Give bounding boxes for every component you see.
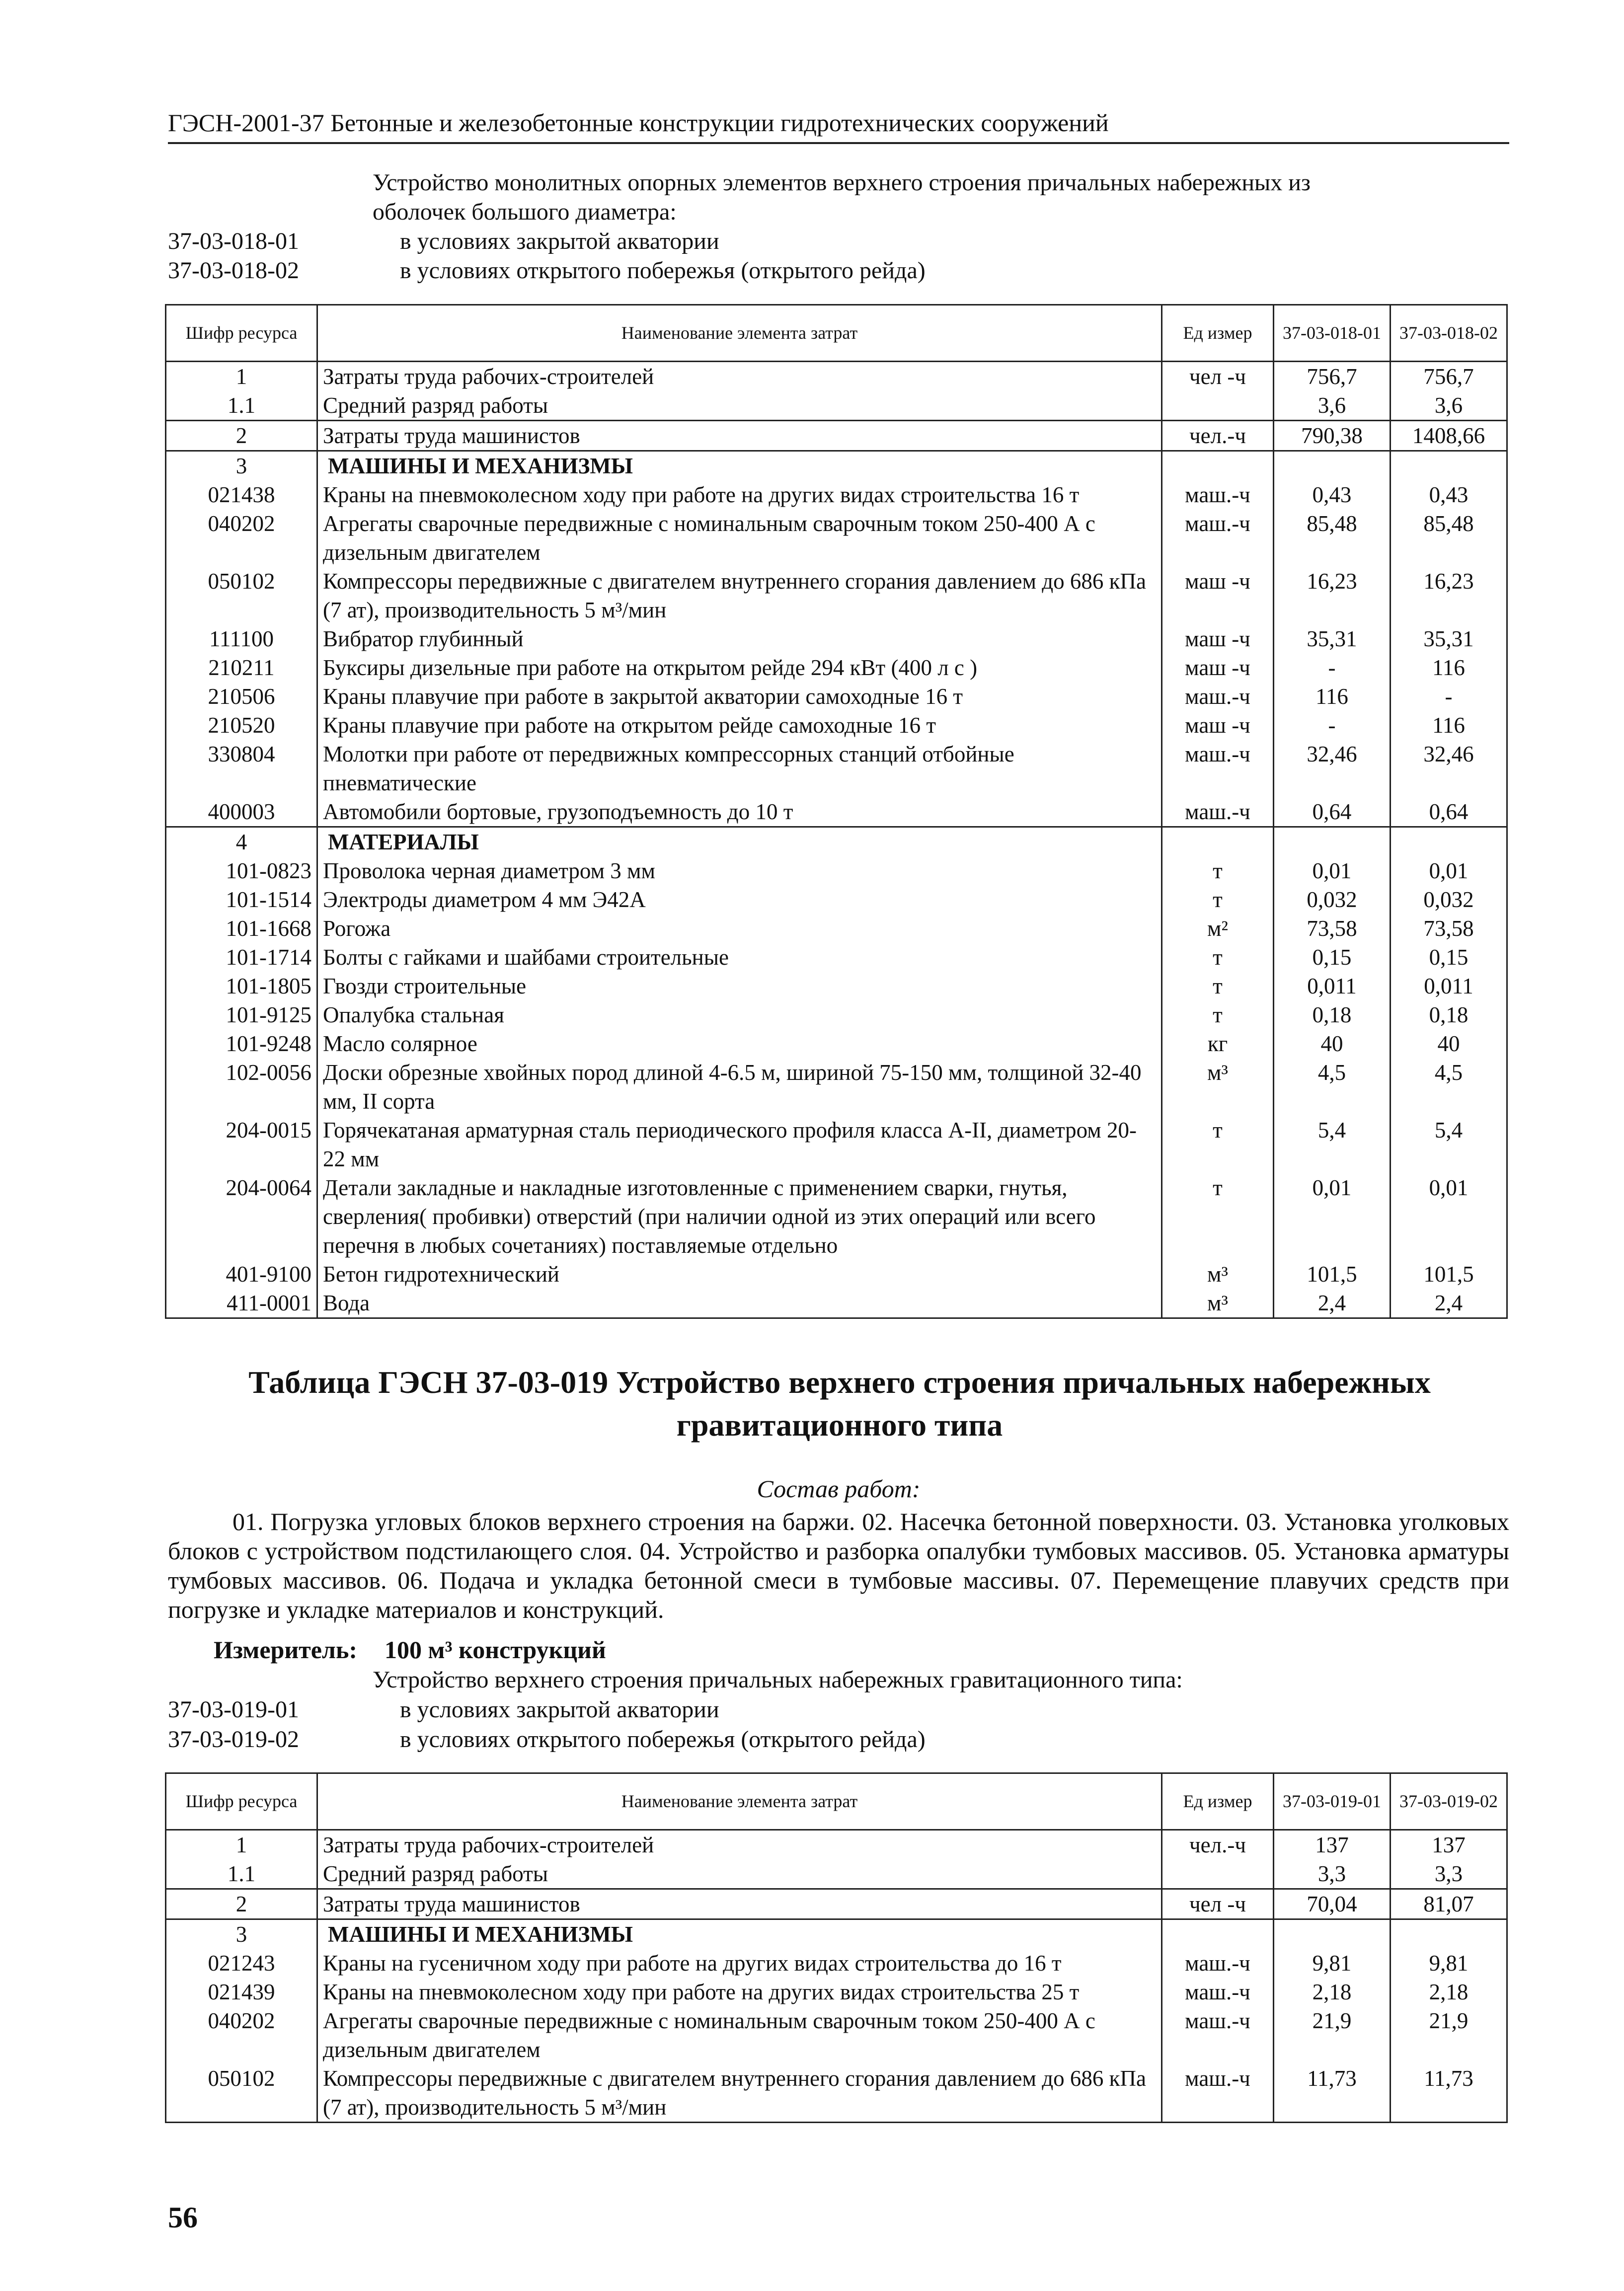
row-value-2: 9,81: [1391, 1949, 1507, 1978]
row-value-1: 0,011: [1274, 972, 1391, 1000]
table-row: [166, 740, 1507, 797]
row-value-2: 3,3: [1391, 1859, 1507, 1889]
row-code: 102-0056: [166, 1058, 317, 1116]
row-value-2: 11,73: [1391, 2064, 1507, 2123]
row-name: Краны на пневмоколесном ходу при работе на других видах строительства 16 т: [317, 480, 1162, 509]
row-code: 040202: [166, 2006, 317, 2064]
row-value-2: 0,032: [1391, 885, 1507, 914]
row-value-1: 4,5: [1274, 1058, 1391, 1116]
row-value-1: 32,46: [1274, 740, 1391, 797]
row-value-2: 0,43: [1391, 480, 1507, 509]
row-value-2: 3,6: [1391, 391, 1507, 421]
row-name: Затраты труда машинистов: [317, 1889, 1162, 1919]
row-value-2: [1391, 451, 1507, 481]
row-name: Детали закладные и накладные изготовленные с применением сварки, гнутья, сверления( пробивки) отверстий (при наличии одной из этих операций или всего перечня в любых сочетаниях) поставляемые отдельно: [317, 1173, 1162, 1260]
row-name: Агрегаты сварочные передвижные с номинальным сварочным током 250-400 А с дизельным двигателем: [317, 509, 1162, 567]
row-value-1: 0,032: [1274, 885, 1391, 914]
table-row: [166, 1978, 1507, 2006]
row-unit: м³: [1162, 1058, 1274, 1116]
row-name: Буксиры дизельные при работе на открытом рейде 294 кВт (400 л с ): [317, 653, 1162, 682]
row-unit: маш.-ч: [1162, 740, 1274, 797]
table-row: [166, 1289, 1507, 1318]
row-unit: т: [1162, 1116, 1274, 1173]
row-value-2: 1408,66: [1391, 421, 1507, 451]
running-header: ГЭСН-2001-37 Бетонные и железобетонные конструкции гидротехнических сооружений: [168, 109, 1109, 137]
row-code: 1: [166, 1830, 317, 1860]
row-value-2: 756,7: [1391, 362, 1507, 391]
table-row: [166, 943, 1507, 972]
row-name: Компрессоры передвижные с двигателем внутреннего сгорания давлением до 686 кПа (7 ат), производительность 5 м³/мин: [317, 2064, 1162, 2123]
header-code: Шифр ресурса: [166, 1773, 317, 1830]
row-unit: т: [1162, 1000, 1274, 1029]
row-value-1: 16,23: [1274, 567, 1391, 624]
row-value-2: 2,4: [1391, 1289, 1507, 1318]
row-value-2: 137: [1391, 1830, 1507, 1860]
row-value-2: 81,07: [1391, 1889, 1507, 1919]
row-name: Опалубка стальная: [317, 1000, 1162, 1029]
row-name: Затраты труда рабочих-строителей: [317, 1830, 1162, 1860]
row-code: 101-1668: [166, 914, 317, 943]
table-row: [166, 567, 1507, 624]
row-name: Компрессоры передвижные с двигателем внутреннего сгорания давлением до 686 кПа (7 ат), производительность 5 м³/мин: [317, 567, 1162, 624]
row-value-1: 40: [1274, 1029, 1391, 1058]
table-header-row: [166, 1773, 1507, 1830]
row-value-1: 116: [1274, 682, 1391, 711]
row-value-2: 4,5: [1391, 1058, 1507, 1116]
row-unit: т: [1162, 943, 1274, 972]
header-col2: 37-03-019-02: [1391, 1773, 1507, 1830]
row-value-2: 2,18: [1391, 1978, 1507, 2006]
row-value-1: 0,43: [1274, 480, 1391, 509]
row-unit: маш.-ч: [1162, 2064, 1274, 2123]
row-name: Краны плавучие при работе на открытом рейде самоходные 16 т: [317, 711, 1162, 740]
row-value-2: 35,31: [1391, 624, 1507, 653]
table-title: Таблица ГЭСН 37-03-019 Устройство верхнего строения причальных набережных гравитационного типа: [248, 1365, 1431, 1443]
row-name: Горячекатаная арматурная сталь периодического профиля класса А-II, диаметром 20-22 мм: [317, 1116, 1162, 1173]
row-code: 210211: [166, 653, 317, 682]
row-value-1: 0,64: [1274, 797, 1391, 827]
row-code: 3: [166, 1919, 317, 1949]
table-row: [166, 797, 1507, 827]
row-value-2: 0,64: [1391, 797, 1507, 827]
row-code: 101-1714: [166, 943, 317, 972]
table-row: [166, 972, 1507, 1000]
row-code: 101-0823: [166, 856, 317, 885]
row-unit: т: [1162, 1173, 1274, 1260]
row-value-1: 21,9: [1274, 2006, 1391, 2064]
row-value-1: 85,48: [1274, 509, 1391, 567]
row-value-1: 0,15: [1274, 943, 1391, 972]
row-unit: [1162, 1859, 1274, 1889]
row-code: 4: [166, 827, 317, 857]
row-code: 1: [166, 362, 317, 391]
header-name: Наименование элемента затрат: [317, 305, 1162, 362]
table-row: [166, 451, 1507, 481]
resource-table-1: [165, 304, 1508, 1319]
row-name: Агрегаты сварочные передвижные с номинальным сварочным током 250-400 А с дизельным двигателем: [317, 2006, 1162, 2064]
row-name: Электроды диаметром 4 мм Э42А: [317, 885, 1162, 914]
table-row: [166, 682, 1507, 711]
row-code: 411-0001: [166, 1289, 317, 1318]
row-value-2: -: [1391, 682, 1507, 711]
row-code: 401-9100: [166, 1260, 317, 1289]
row-value-1: 0,01: [1274, 856, 1391, 885]
row-unit: т: [1162, 856, 1274, 885]
row-code: 330804: [166, 740, 317, 797]
header-name: Наименование элемента затрат: [317, 1773, 1162, 1830]
header-col1: 37-03-019-01: [1274, 1773, 1391, 1830]
row-unit: маш -ч: [1162, 711, 1274, 740]
row-unit: маш.-ч: [1162, 480, 1274, 509]
section-heading: МАТЕРИАЛЫ: [317, 827, 1162, 857]
row-value-1: 11,73: [1274, 2064, 1391, 2123]
table-row: [166, 1830, 1507, 1860]
row-name: Болты с гайками и шайбами строительные: [317, 943, 1162, 972]
row-code: 021243: [166, 1949, 317, 1978]
composition-label: Состав работ:: [757, 1475, 921, 1503]
row-unit: [1162, 827, 1274, 857]
table-header-row: [166, 305, 1507, 362]
row-unit: маш.-ч: [1162, 1978, 1274, 2006]
table-row: [166, 1116, 1507, 1173]
row-unit: маш.-ч: [1162, 2006, 1274, 2064]
table-row: [166, 1949, 1507, 1978]
row-value-2: 16,23: [1391, 567, 1507, 624]
row-code: 400003: [166, 797, 317, 827]
row-value-2: 0,011: [1391, 972, 1507, 1000]
table-row: [166, 711, 1507, 740]
measure-value: 100 м³ конструкций: [385, 1636, 606, 1664]
section1-code-1: 37-03-018-01: [168, 228, 299, 254]
section1-code-2: 37-03-018-02: [168, 257, 299, 284]
header-rule: [168, 142, 1509, 144]
table-row: [166, 421, 1507, 451]
row-unit: маш -ч: [1162, 567, 1274, 624]
row-value-1: 3,3: [1274, 1859, 1391, 1889]
table-row: [166, 509, 1507, 567]
composition-body: 01. Погрузка угловых блоков верхнего строения на баржи. 02. Насечка бетонной поверхности. 03. Установка уголковых блоков с устройством подстилающего слоя. 04. Устройство и разборка опалубки тумбовых массивов. 05. Установка арматуры тумбовых массивов. 06. Подача и укладка бетонной смеси в тумбовые массивы. 07. Перемещение плавучих средств при погрузке и укладке материалов и конструкций.: [168, 1508, 1509, 1623]
section1-code-1-text: в условиях закрытой акватории: [400, 228, 719, 254]
row-value-2: 73,58: [1391, 914, 1507, 943]
row-unit: маш -ч: [1162, 624, 1274, 653]
row-name: Вибратор глубинный: [317, 624, 1162, 653]
table-row: [166, 1919, 1507, 1949]
row-code: 210506: [166, 682, 317, 711]
row-code: 101-9248: [166, 1029, 317, 1058]
row-value-1: [1274, 827, 1391, 857]
row-value-2: [1391, 1919, 1507, 1949]
row-code: 050102: [166, 2064, 317, 2123]
row-value-1: 35,31: [1274, 624, 1391, 653]
row-value-2: 0,01: [1391, 1173, 1507, 1260]
row-value-2: 5,4: [1391, 1116, 1507, 1173]
header-col2: 37-03-018-02: [1391, 305, 1507, 362]
table-row: [166, 1859, 1507, 1889]
row-value-2: 0,15: [1391, 943, 1507, 972]
row-value-2: 85,48: [1391, 509, 1507, 567]
header-code: Шифр ресурса: [166, 305, 317, 362]
row-code: 210520: [166, 711, 317, 740]
row-name: Краны на пневмоколесном ходу при работе на других видах строительства 25 т: [317, 1978, 1162, 2006]
row-name: Вода: [317, 1289, 1162, 1318]
row-value-1: 790,38: [1274, 421, 1391, 451]
row-unit: [1162, 391, 1274, 421]
row-code: 040202: [166, 509, 317, 567]
row-name: Проволока черная диаметром 3 мм: [317, 856, 1162, 885]
table-row: [166, 624, 1507, 653]
row-code: 3: [166, 451, 317, 481]
row-code: 1.1: [166, 391, 317, 421]
row-name: Средний разряд работы: [317, 391, 1162, 421]
section-heading: МАШИНЫ И МЕХАНИЗМЫ: [317, 451, 1162, 481]
table-row: [166, 827, 1507, 857]
row-unit: чел -ч: [1162, 1889, 1274, 1919]
table-row: [166, 480, 1507, 509]
row-code: 021439: [166, 1978, 317, 2006]
page-number: 56: [168, 2201, 198, 2234]
row-unit: маш.-ч: [1162, 509, 1274, 567]
row-name: Средний разряд работы: [317, 1859, 1162, 1889]
table-row: [166, 1029, 1507, 1058]
section2-code-1-text: в условиях закрытой акватории: [400, 1696, 719, 1723]
row-value-1: 101,5: [1274, 1260, 1391, 1289]
row-value-2: 0,18: [1391, 1000, 1507, 1029]
row-unit: кг: [1162, 1029, 1274, 1058]
row-value-2: 116: [1391, 653, 1507, 682]
row-value-1: 756,7: [1274, 362, 1391, 391]
table-row: [166, 856, 1507, 885]
row-name: Автомобили бортовые, грузоподъемность до 10 т: [317, 797, 1162, 827]
row-name: Бетон гидротехнический: [317, 1260, 1162, 1289]
row-value-1: 137: [1274, 1830, 1391, 1860]
row-name: Затраты труда машинистов: [317, 421, 1162, 451]
table-row: [166, 1058, 1507, 1116]
row-name: Доски обрезные хвойных пород длиной 4-6.5 м, шириной 75-150 мм, толщиной 32-40 мм, II сорта: [317, 1058, 1162, 1116]
row-unit: м²: [1162, 914, 1274, 943]
section2-code-2: 37-03-019-02: [168, 1726, 299, 1753]
row-value-1: 0,01: [1274, 1173, 1391, 1260]
table-row: [166, 1000, 1507, 1029]
row-name: Краны на гусеничном ходу при работе на других видах строительства до 16 т: [317, 1949, 1162, 1978]
row-code: 204-0015: [166, 1116, 317, 1173]
row-name: Краны плавучие при работе в закрытой акватории самоходные 16 т: [317, 682, 1162, 711]
row-code: 2: [166, 1889, 317, 1919]
table-row: [166, 1173, 1507, 1260]
table-row: [166, 2064, 1507, 2123]
row-value-2: [1391, 827, 1507, 857]
row-unit: [1162, 1919, 1274, 1949]
row-value-2: 101,5: [1391, 1260, 1507, 1289]
row-unit: маш.-ч: [1162, 797, 1274, 827]
row-code: 111100: [166, 624, 317, 653]
resource-table-2: [165, 1772, 1508, 2123]
row-code: 1.1: [166, 1859, 317, 1889]
row-unit: маш -ч: [1162, 653, 1274, 682]
row-unit: т: [1162, 972, 1274, 1000]
table-row: [166, 1889, 1507, 1919]
header-unit: Ед измер: [1162, 305, 1274, 362]
section-heading: МАШИНЫ И МЕХАНИЗМЫ: [317, 1919, 1162, 1949]
row-value-2: 21,9: [1391, 2006, 1507, 2064]
row-value-1: [1274, 451, 1391, 481]
header-unit: Ед измер: [1162, 1773, 1274, 1830]
row-unit: маш.-ч: [1162, 682, 1274, 711]
table-row: [166, 885, 1507, 914]
row-unit: м³: [1162, 1260, 1274, 1289]
row-code: 204-0064: [166, 1173, 317, 1260]
table-row: [166, 653, 1507, 682]
row-value-2: 0,01: [1391, 856, 1507, 885]
row-name: Гвозди строительные: [317, 972, 1162, 1000]
measure-label: Измеритель:: [214, 1636, 358, 1664]
table-row: [166, 1260, 1507, 1289]
row-name: Масло солярное: [317, 1029, 1162, 1058]
row-value-1: 0,18: [1274, 1000, 1391, 1029]
section2-code-1: 37-03-019-01: [168, 1696, 299, 1723]
row-code: 021438: [166, 480, 317, 509]
row-name: Затраты труда рабочих-строителей: [317, 362, 1162, 391]
measure: [214, 1635, 606, 1664]
row-code: 101-9125: [166, 1000, 317, 1029]
row-code: 101-1514: [166, 885, 317, 914]
row-code: 050102: [166, 567, 317, 624]
table-row: [166, 362, 1507, 391]
section1-intro-line1: Устройство монолитных опорных элементов верхнего строения причальных набережных из: [373, 169, 1311, 196]
row-unit: м³: [1162, 1289, 1274, 1318]
row-code: 101-1805: [166, 972, 317, 1000]
header-col1: 37-03-018-01: [1274, 305, 1391, 362]
row-value-1: 3,6: [1274, 391, 1391, 421]
row-value-1: 73,58: [1274, 914, 1391, 943]
table-row: [166, 914, 1507, 943]
row-value-1: -: [1274, 711, 1391, 740]
row-unit: т: [1162, 885, 1274, 914]
row-value-1: 5,4: [1274, 1116, 1391, 1173]
row-name: Молотки при работе от передвижных компрессорных станций отбойные пневматические: [317, 740, 1162, 797]
row-unit: [1162, 451, 1274, 481]
row-value-1: 9,81: [1274, 1949, 1391, 1978]
table-row: [166, 391, 1507, 421]
section1-code-2-text: в условиях открытого побережья (открытого рейда): [400, 257, 926, 284]
row-unit: чел.-ч: [1162, 421, 1274, 451]
row-value-2: 40: [1391, 1029, 1507, 1058]
row-value-1: [1274, 1919, 1391, 1949]
row-unit: маш.-ч: [1162, 1949, 1274, 1978]
row-value-2: 32,46: [1391, 740, 1507, 797]
row-unit: чел.-ч: [1162, 1830, 1274, 1860]
composition-text: [168, 1507, 1509, 1624]
row-value-1: -: [1274, 653, 1391, 682]
section1-intro-line2: оболочек большого диаметра:: [373, 199, 677, 225]
row-value-1: 2,18: [1274, 1978, 1391, 2006]
row-name: Рогожа: [317, 914, 1162, 943]
section2-code-2-text: в условиях открытого побережья (открытого рейда): [400, 1726, 926, 1753]
row-code: 2: [166, 421, 317, 451]
table-row: [166, 2006, 1507, 2064]
section2-intro: Устройство верхнего строения причальных набережных гравитационного типа:: [373, 1667, 1183, 1693]
row-unit: чел -ч: [1162, 362, 1274, 391]
row-value-1: 70,04: [1274, 1889, 1391, 1919]
row-value-1: 2,4: [1274, 1289, 1391, 1318]
row-value-2: 116: [1391, 711, 1507, 740]
